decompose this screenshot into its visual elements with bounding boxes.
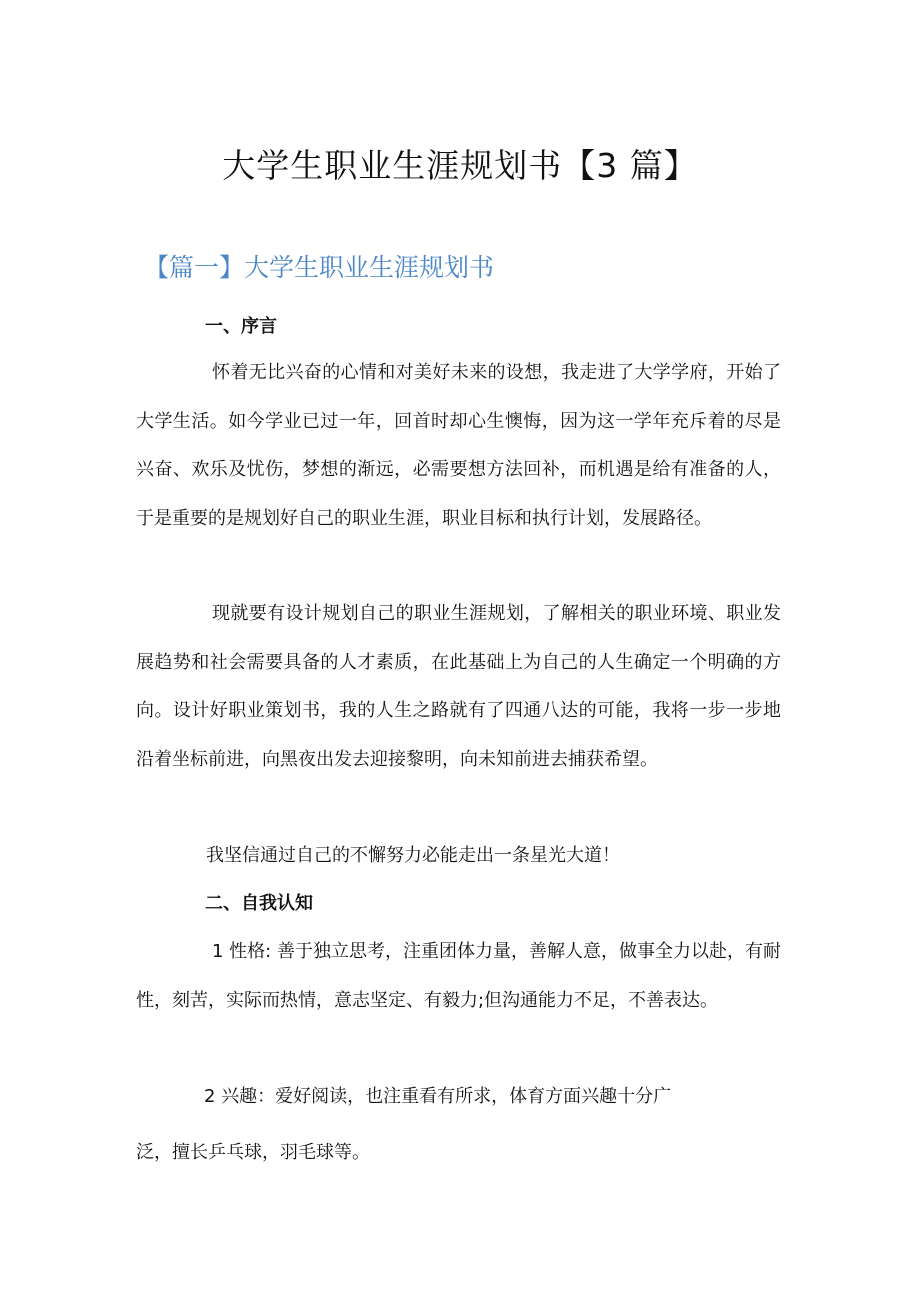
chapter-heading: 【篇一】大学生职业生涯规划书 (144, 253, 495, 282)
section-heading-preface: 一、序言 (205, 316, 277, 337)
paragraph-interests-line-1: 2 兴趣：爱好阅读，也注重看有所求，体育方面兴趣十分广 (204, 1086, 672, 1107)
paragraph-preface-1: 怀着无比兴奋的心情和对美好未来的设想，我走进了大学学府，开始了大学生活。如今学业已过一年，回首时却心生懊悔，因为这一学年充斥着的尽是兴奋、欢乐及忧伤，梦想的渐远，必需要想方法回补，而机遇是给有准备的人，于是重要的是规划好自己的职业生涯，职业目标和执行计划，发展路径。 (136, 362, 781, 529)
section-heading-self-awareness: 二、自我认知 (205, 893, 313, 914)
paragraph-interests-line-2: 泛，擅长乒乓球，羽毛球等。 (136, 1142, 370, 1163)
document-title: 大学生职业生涯规划书【3 篇】 (222, 146, 698, 185)
paragraph-preface-2: 现就要有设计规划自己的职业生涯规划，了解相关的职业环境、职业发展趋势和社会需要具备的人才素质，在此基础上为自己的人生确定一个明确的方向。设计好职业策划书，我的人生之路就有了四通八达的可能，我将一步一步地沿着坐标前进，向黑夜出发去迎接黎明，向未知前进去捕获希望。 (136, 603, 781, 770)
paragraph-belief: 我坚信通过自己的不懈努力必能走出一条星光大道！ (206, 845, 620, 866)
paragraph-personality: 1 性格: 善于独立思考，注重团体力量，善解人意，做事全力以赴，有耐性，刻苦，实际而热情，意志坚定、有毅力;但沟通能力不足，不善表达。 (136, 941, 781, 1011)
